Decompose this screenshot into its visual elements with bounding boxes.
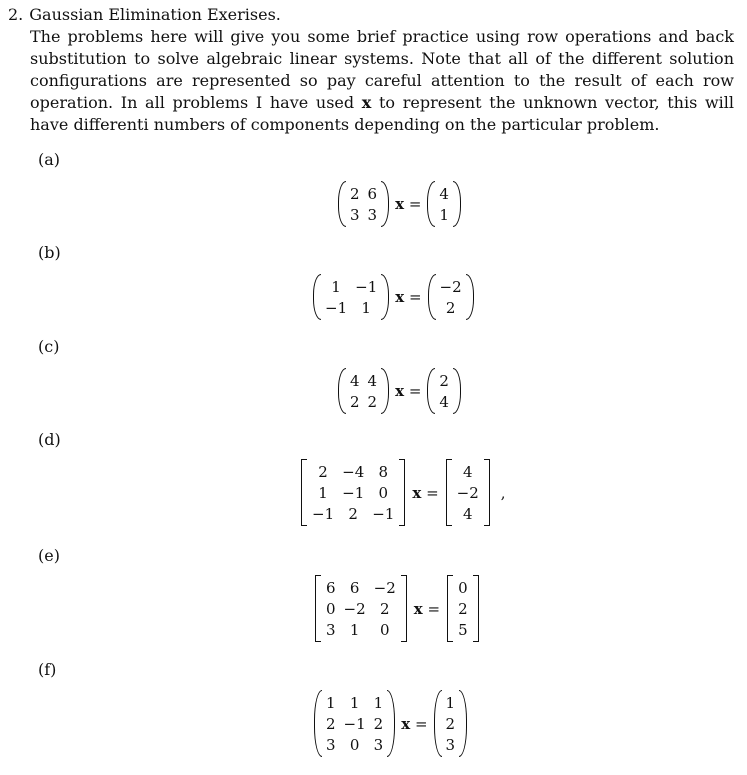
vector-entry: 4 [462,504,473,523]
rhs-vector-b [428,276,474,318]
matrix-entry: 3 [326,620,336,639]
matrix-entry: 3 [350,205,360,224]
vector-entry: 4 [439,184,449,203]
equation-c [338,370,461,412]
matrix-entry: 4 [350,371,360,390]
problem-label-f: (f) [38,660,57,679]
exercise-heading [8,5,281,24]
coefficient-matrix-f [314,692,395,755]
coefficient-matrix-a [338,183,389,225]
rhs-vector-e [446,577,480,640]
vector-entry: 4 [439,392,449,411]
vector-entry: 0 [458,578,468,597]
matrix-entry: 4 [367,371,378,390]
problem-label-a: (a) [38,150,61,169]
matrix-entry: 0 [379,620,390,639]
matrix-entry: 1 [349,620,360,639]
equation-e [314,577,480,640]
vector-entry: 3 [445,735,456,754]
equals-operator: x = [412,483,439,502]
equation-f [314,692,467,755]
matrix-entry: 3 [326,735,336,754]
matrix-entry: 3 [367,205,378,224]
exercise-title: Gaussian Elimination Exerises. [29,5,281,24]
matrix-entry: 1 [373,693,384,712]
matrix-entry: −2 [373,578,396,597]
vector-entry: 2 [439,371,449,390]
coefficient-matrix-d [300,461,406,524]
matrix-entry: −1 [372,504,395,523]
problem-label-c: (c) [38,337,60,356]
equation-a [338,183,461,225]
vector-entry: 2 [458,599,468,618]
matrix-entry: 6 [367,184,378,203]
matrix-entry: 1 [318,483,328,502]
matrix-entry: −1 [343,714,366,733]
matrix-entry: −4 [342,462,365,481]
matrix-entry: 1 [361,298,371,317]
matrix-entry: 2 [373,714,384,733]
matrix-entry: −1 [312,504,335,523]
rhs-vector-f [434,692,468,755]
vector-entry: −2 [456,483,479,502]
equals-operator: x = [401,714,428,733]
matrix-entry: 8 [378,462,389,481]
trailing-comma: , [500,483,506,502]
vector-entry: 2 [445,714,456,733]
matrix-entry: 0 [378,483,389,502]
vector-entry: 2 [445,298,456,317]
rhs-vector-a [427,183,461,225]
intro-text-2: to represent the unknown vector, this will have differenti numbers of components depending on the particular problem. [30,93,734,134]
intro-text-1: The problems here will give you some brief practice using row operations and back substitution to solve algebraic linear systems. Note that all of the different solution configurations are represented so pay careful attention to the result of each row operation. In all problems I have used [30,27,734,112]
coefficient-matrix-c [338,370,389,412]
equation-b [313,276,474,318]
vector-entry: 1 [445,693,456,712]
matrix-entry: 0 [326,599,336,618]
vector-entry: 4 [462,462,473,481]
problem-label-b: (b) [38,243,61,262]
matrix-entry: 2 [350,392,360,411]
vector-symbol: x [361,93,372,112]
rhs-vector-c [427,370,461,412]
vector-entry: 1 [439,205,449,224]
matrix-entry: 2 [348,504,358,523]
matrix-entry: 6 [349,578,360,597]
vector-entry: 5 [458,620,468,639]
matrix-entry: 1 [326,693,336,712]
equals-operator: x = [395,288,422,306]
matrix-entry: 3 [373,735,384,754]
rhs-vector-d [445,461,491,524]
matrix-entry: 2 [318,462,328,481]
equals-operator: x = [395,195,422,213]
matrix-entry: 2 [367,392,378,411]
equals-operator: x = [413,599,441,618]
matrix-entry: 2 [326,714,336,733]
matrix-entry: 6 [326,578,336,597]
matrix-entry: −1 [355,277,378,296]
coefficient-matrix-e [314,577,408,640]
exercise-number: 2. [8,5,24,24]
equals-operator: x = [395,382,422,400]
matrix-entry: −2 [343,599,366,618]
intro-paragraph [30,26,734,136]
matrix-entry: 1 [331,277,341,296]
matrix-entry: −1 [342,483,365,502]
matrix-entry: 1 [349,693,360,712]
equation-d [300,461,506,524]
matrix-entry: 0 [349,735,360,754]
coefficient-matrix-b [313,276,389,318]
problem-label-e: (e) [38,546,60,565]
matrix-entry: 2 [379,599,390,618]
matrix-entry: −1 [325,298,348,317]
vector-entry: −2 [439,277,462,296]
matrix-entry: 2 [350,184,360,203]
problem-label-d: (d) [38,430,61,449]
